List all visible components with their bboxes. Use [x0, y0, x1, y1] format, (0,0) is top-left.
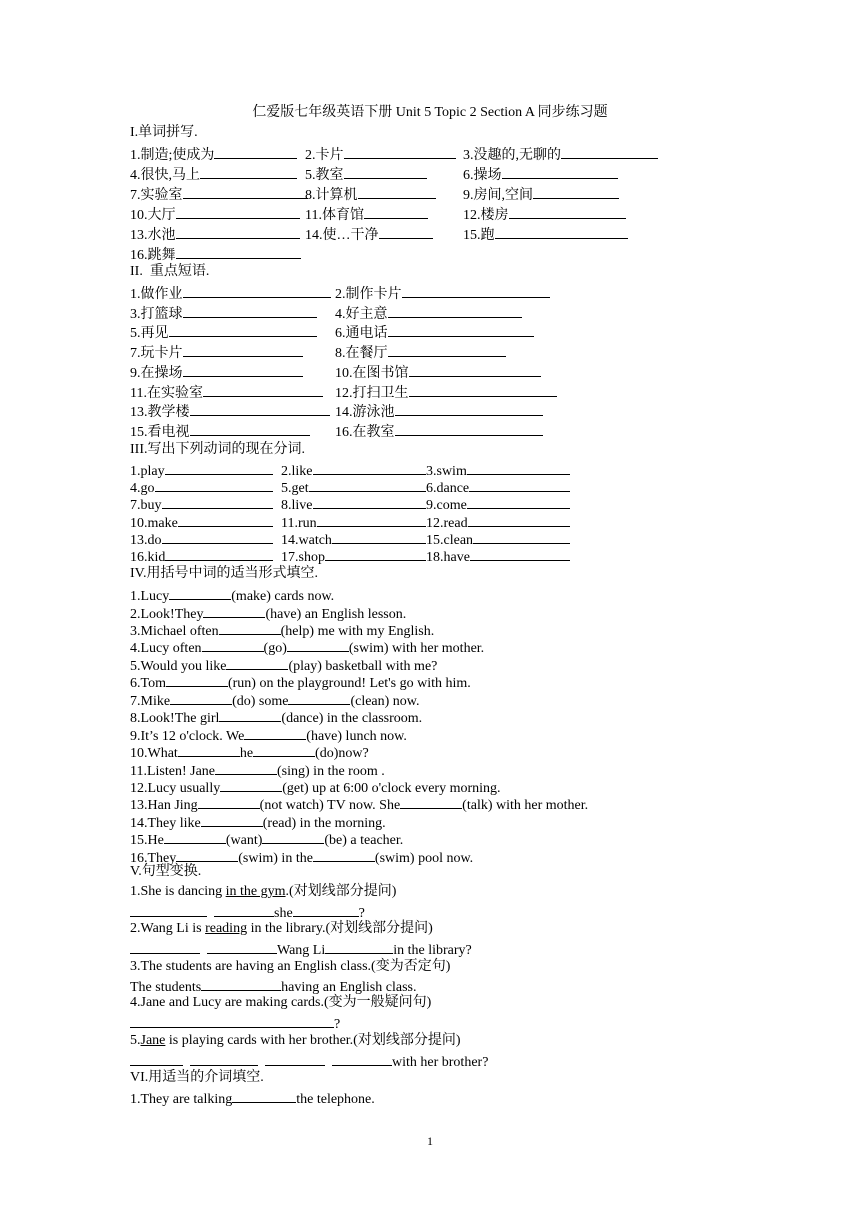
- s4-sentence: 10.What he (do)now?: [130, 742, 369, 763]
- phrase-prompt: 12.打扫卫生: [335, 385, 409, 401]
- blank: [214, 902, 274, 917]
- word-prompt: 16.跳舞: [130, 248, 176, 263]
- blank: [155, 477, 273, 492]
- word-prompt: 8.计算机: [305, 188, 358, 203]
- s4-sentence: 11.Listen! Jane (sing) in the room .: [130, 760, 385, 781]
- s4-sentence: 12.Lucy usually (get) up at 6:00 o'clock every morning.: [130, 777, 501, 798]
- blank: [190, 421, 310, 436]
- blank: [183, 362, 303, 377]
- blank: [509, 204, 626, 219]
- word-prompt: 3.没趣的,无聊的: [463, 148, 561, 163]
- verb-prompt: 8.live: [281, 498, 313, 514]
- s4-sentence: 4.Lucy often (go) (swim) with her mother.: [130, 637, 484, 658]
- blank: [469, 477, 570, 492]
- blank: [130, 939, 200, 954]
- s4-sentence: 15.He (want) (be) a teacher.: [130, 829, 403, 850]
- blank: [325, 546, 426, 561]
- blank: [400, 794, 462, 809]
- blank: [176, 847, 238, 862]
- word-prompt: 6.操场: [463, 168, 502, 183]
- section-2-heading: II. 重点短语.: [130, 264, 210, 279]
- blank: [164, 829, 226, 844]
- s4-sentence: 6.Tom (run) on the playground! Let's go with him.: [130, 672, 471, 693]
- word-prompt: 12.楼房: [463, 208, 509, 223]
- page-title: 仁爱版七年级英语下册 Unit 5 Topic 2 Section A 同步练习题: [252, 105, 608, 120]
- blank: [169, 585, 231, 600]
- phrase-prompt: 3.打篮球: [130, 306, 183, 322]
- blank: [344, 164, 427, 179]
- blank: [470, 546, 570, 561]
- blank: [130, 902, 207, 917]
- blank: [358, 184, 436, 199]
- s5-question-1: 1.She is dancing in the gym.(对划线部分提问): [130, 884, 397, 899]
- s5-answer-2: Wang Li in the library?: [130, 939, 472, 960]
- s4-sentence: 8.Look!The girl (dance) in the classroom.: [130, 707, 422, 728]
- blank: [214, 144, 297, 159]
- blank: [402, 283, 550, 298]
- verb-prompt: 13.do: [130, 532, 162, 548]
- s5-answer-1: she ?: [130, 902, 365, 923]
- blank: [130, 1013, 334, 1028]
- blank: [473, 529, 570, 544]
- word-prompt: 1.制造;使成为: [130, 148, 215, 163]
- verb-prompt: 10.make: [130, 515, 178, 531]
- blank: [232, 1088, 296, 1103]
- blank: [226, 655, 288, 670]
- s5-question-4: 4.Jane and Lucy are making cards.(变为一般疑问句): [130, 995, 432, 1010]
- s5-question-2: 2.Wang Li is reading in the library.(对划线部分提问): [130, 921, 433, 936]
- word-prompt: 2.卡片: [305, 148, 344, 163]
- section-3-heading: III.写出下列动词的现在分词.: [130, 442, 305, 457]
- verb-prompt: 6.dance: [426, 481, 470, 497]
- blank: [215, 760, 277, 775]
- verb-prompt: 3.swim: [426, 464, 467, 479]
- s5-question-5: 5.Jane is playing cards with her brother.(对划线部分提问): [130, 1033, 461, 1048]
- blank: [332, 529, 426, 544]
- word-prompt: 15.跑: [463, 228, 495, 243]
- blank: [495, 224, 628, 239]
- blank: [183, 184, 308, 199]
- blank: [468, 512, 570, 527]
- blank: [220, 777, 282, 792]
- blank: [313, 847, 375, 862]
- s5-answer-5: with her brother?: [130, 1051, 488, 1072]
- blank: [200, 164, 297, 179]
- blank: [325, 939, 393, 954]
- blank: [202, 637, 264, 652]
- s4-sentence: 13.Han Jing (not watch) TV now. She (talk) with her mother.: [130, 794, 588, 815]
- blank: [288, 690, 350, 705]
- verb-prompt: 9.come: [426, 498, 467, 514]
- verb-prompt: 12.read: [426, 515, 468, 531]
- s4-sentence: 1.Lucy (make) cards now.: [130, 585, 334, 606]
- underlined-word: Jane: [140, 1033, 166, 1048]
- s4-sentence: 9.It’s 12 o'clock. We (have) lunch now.: [130, 725, 407, 746]
- blank: [201, 812, 263, 827]
- blank: [170, 690, 232, 705]
- blank: [190, 1051, 258, 1066]
- blank: [313, 494, 426, 509]
- phrase-prompt: 6.通电话: [335, 326, 388, 342]
- phrase-prompt: 7.玩卡片: [130, 346, 183, 362]
- blank: [219, 620, 281, 635]
- blank: [165, 546, 273, 561]
- blank: [388, 322, 534, 337]
- blank: [395, 421, 543, 436]
- phrase-prompt: 9.在操场: [130, 365, 183, 381]
- section-4-heading: IV.用括号中词的适当形式填空.: [130, 566, 318, 581]
- word-prompt: 14.使…干净: [305, 228, 379, 243]
- s4-sentence: 5.Would you like (play) basketball with me?: [130, 655, 437, 676]
- blank: [162, 494, 273, 509]
- blank: [395, 401, 543, 416]
- page-number: 1: [427, 1134, 433, 1148]
- word-prompt: 11.体育馆: [305, 208, 364, 223]
- blank: [176, 244, 301, 259]
- blank: [178, 742, 240, 757]
- blank: [165, 460, 273, 475]
- blank: [262, 829, 324, 844]
- s5-question-3: 3.The students are having an English class.(变为否定句): [130, 959, 451, 974]
- phrase-prompt: 14.游泳池: [335, 405, 395, 421]
- blank: [344, 144, 456, 159]
- word-prompt: 13.水池: [130, 228, 176, 243]
- blank: [130, 1051, 183, 1066]
- blank: [183, 303, 317, 318]
- blank: [201, 976, 281, 991]
- blank: [169, 322, 317, 337]
- underlined-phrase: in the gym: [225, 884, 286, 899]
- blank: [467, 494, 570, 509]
- blank: [166, 672, 228, 687]
- blank: [293, 902, 359, 917]
- blank: [313, 460, 426, 475]
- verb-prompt: 2.like: [281, 464, 313, 479]
- blank: [178, 512, 273, 527]
- blank: [190, 401, 330, 416]
- s5-answer-3: The students having an English class.: [130, 976, 416, 997]
- blank: [409, 362, 541, 377]
- phrase-prompt: 8.在餐厅: [335, 346, 388, 362]
- verb-prompt: 17.shop: [281, 550, 325, 565]
- blank: [253, 742, 315, 757]
- blank: [162, 529, 273, 544]
- verb-prompt: 5.get: [281, 481, 309, 497]
- phrase-prompt: 10.在图书馆: [335, 365, 409, 381]
- word-prompt: 7.实验室: [130, 188, 183, 203]
- verb-prompt: 11.run: [281, 515, 317, 531]
- verb-prompt: 18.have: [426, 550, 470, 565]
- phrase-prompt: 16.在教室: [335, 424, 395, 440]
- phrase-prompt: 11.在实验室: [130, 385, 203, 401]
- verb-prompt: 4.go: [130, 481, 155, 497]
- verb-prompt: 15.clean: [426, 532, 474, 548]
- section-5-heading: V.句型变换.: [130, 864, 202, 879]
- blank: [332, 1051, 392, 1066]
- blank: [203, 382, 323, 397]
- blank: [364, 204, 428, 219]
- blank: [207, 939, 277, 954]
- s5-answer-4: ?: [130, 1013, 340, 1034]
- blank: [203, 603, 265, 618]
- blank: [561, 144, 658, 159]
- word-prompt: 5.教室: [305, 168, 344, 183]
- blank: [379, 224, 433, 239]
- s4-sentence: 16.They (swim) in the (swim) pool now.: [130, 847, 473, 868]
- word-prompt: 9.房间,空间: [463, 188, 533, 203]
- blank: [287, 637, 349, 652]
- blank: [388, 342, 506, 357]
- blank: [265, 1051, 325, 1066]
- blank: [317, 512, 426, 527]
- blank: [467, 460, 570, 475]
- blank: [176, 204, 300, 219]
- phrase-prompt: 15.看电视: [130, 424, 190, 440]
- verb-prompt: 16.kid: [130, 550, 166, 565]
- blank: [309, 477, 426, 492]
- blank: [219, 707, 281, 722]
- phrase-prompt: 2.制作卡片: [335, 287, 402, 302]
- blank: [183, 342, 303, 357]
- verb-prompt: 1.play: [130, 464, 165, 479]
- blank: [533, 184, 619, 199]
- blank: [502, 164, 618, 179]
- section-6-heading: VI.用适当的介词填空.: [130, 1070, 264, 1085]
- verb-prompt: 7.buy: [130, 498, 162, 514]
- blank: [198, 794, 260, 809]
- section-1-heading: I.单词拼写.: [130, 125, 198, 140]
- phrase-prompt: 4.好主意: [335, 306, 388, 322]
- blank: [388, 303, 522, 318]
- s4-sentence: 2.Look!They (have) an English lesson.: [130, 603, 406, 624]
- phrase-prompt: 13.教学楼: [130, 405, 190, 421]
- s4-sentence: 3.Michael often (help) me with my English.: [130, 620, 434, 641]
- blank: [244, 725, 306, 740]
- phrase-prompt: 1.做作业: [130, 287, 183, 302]
- blank: [183, 283, 331, 298]
- phrase-prompt: 5.再见: [130, 326, 169, 342]
- blank: [176, 224, 300, 239]
- s6-question-1: 1.They are talking the telephone.: [130, 1088, 375, 1109]
- blank: [409, 382, 557, 397]
- verb-prompt: 14.watch: [281, 532, 332, 548]
- s4-sentence: 7.Mike (do) some (clean) now.: [130, 690, 420, 711]
- s4-sentence: 14.They like (read) in the morning.: [130, 812, 386, 833]
- underlined-word: reading: [205, 921, 248, 936]
- word-prompt: 10.大厅: [130, 208, 176, 223]
- word-prompt: 4.很快,马上: [130, 168, 200, 183]
